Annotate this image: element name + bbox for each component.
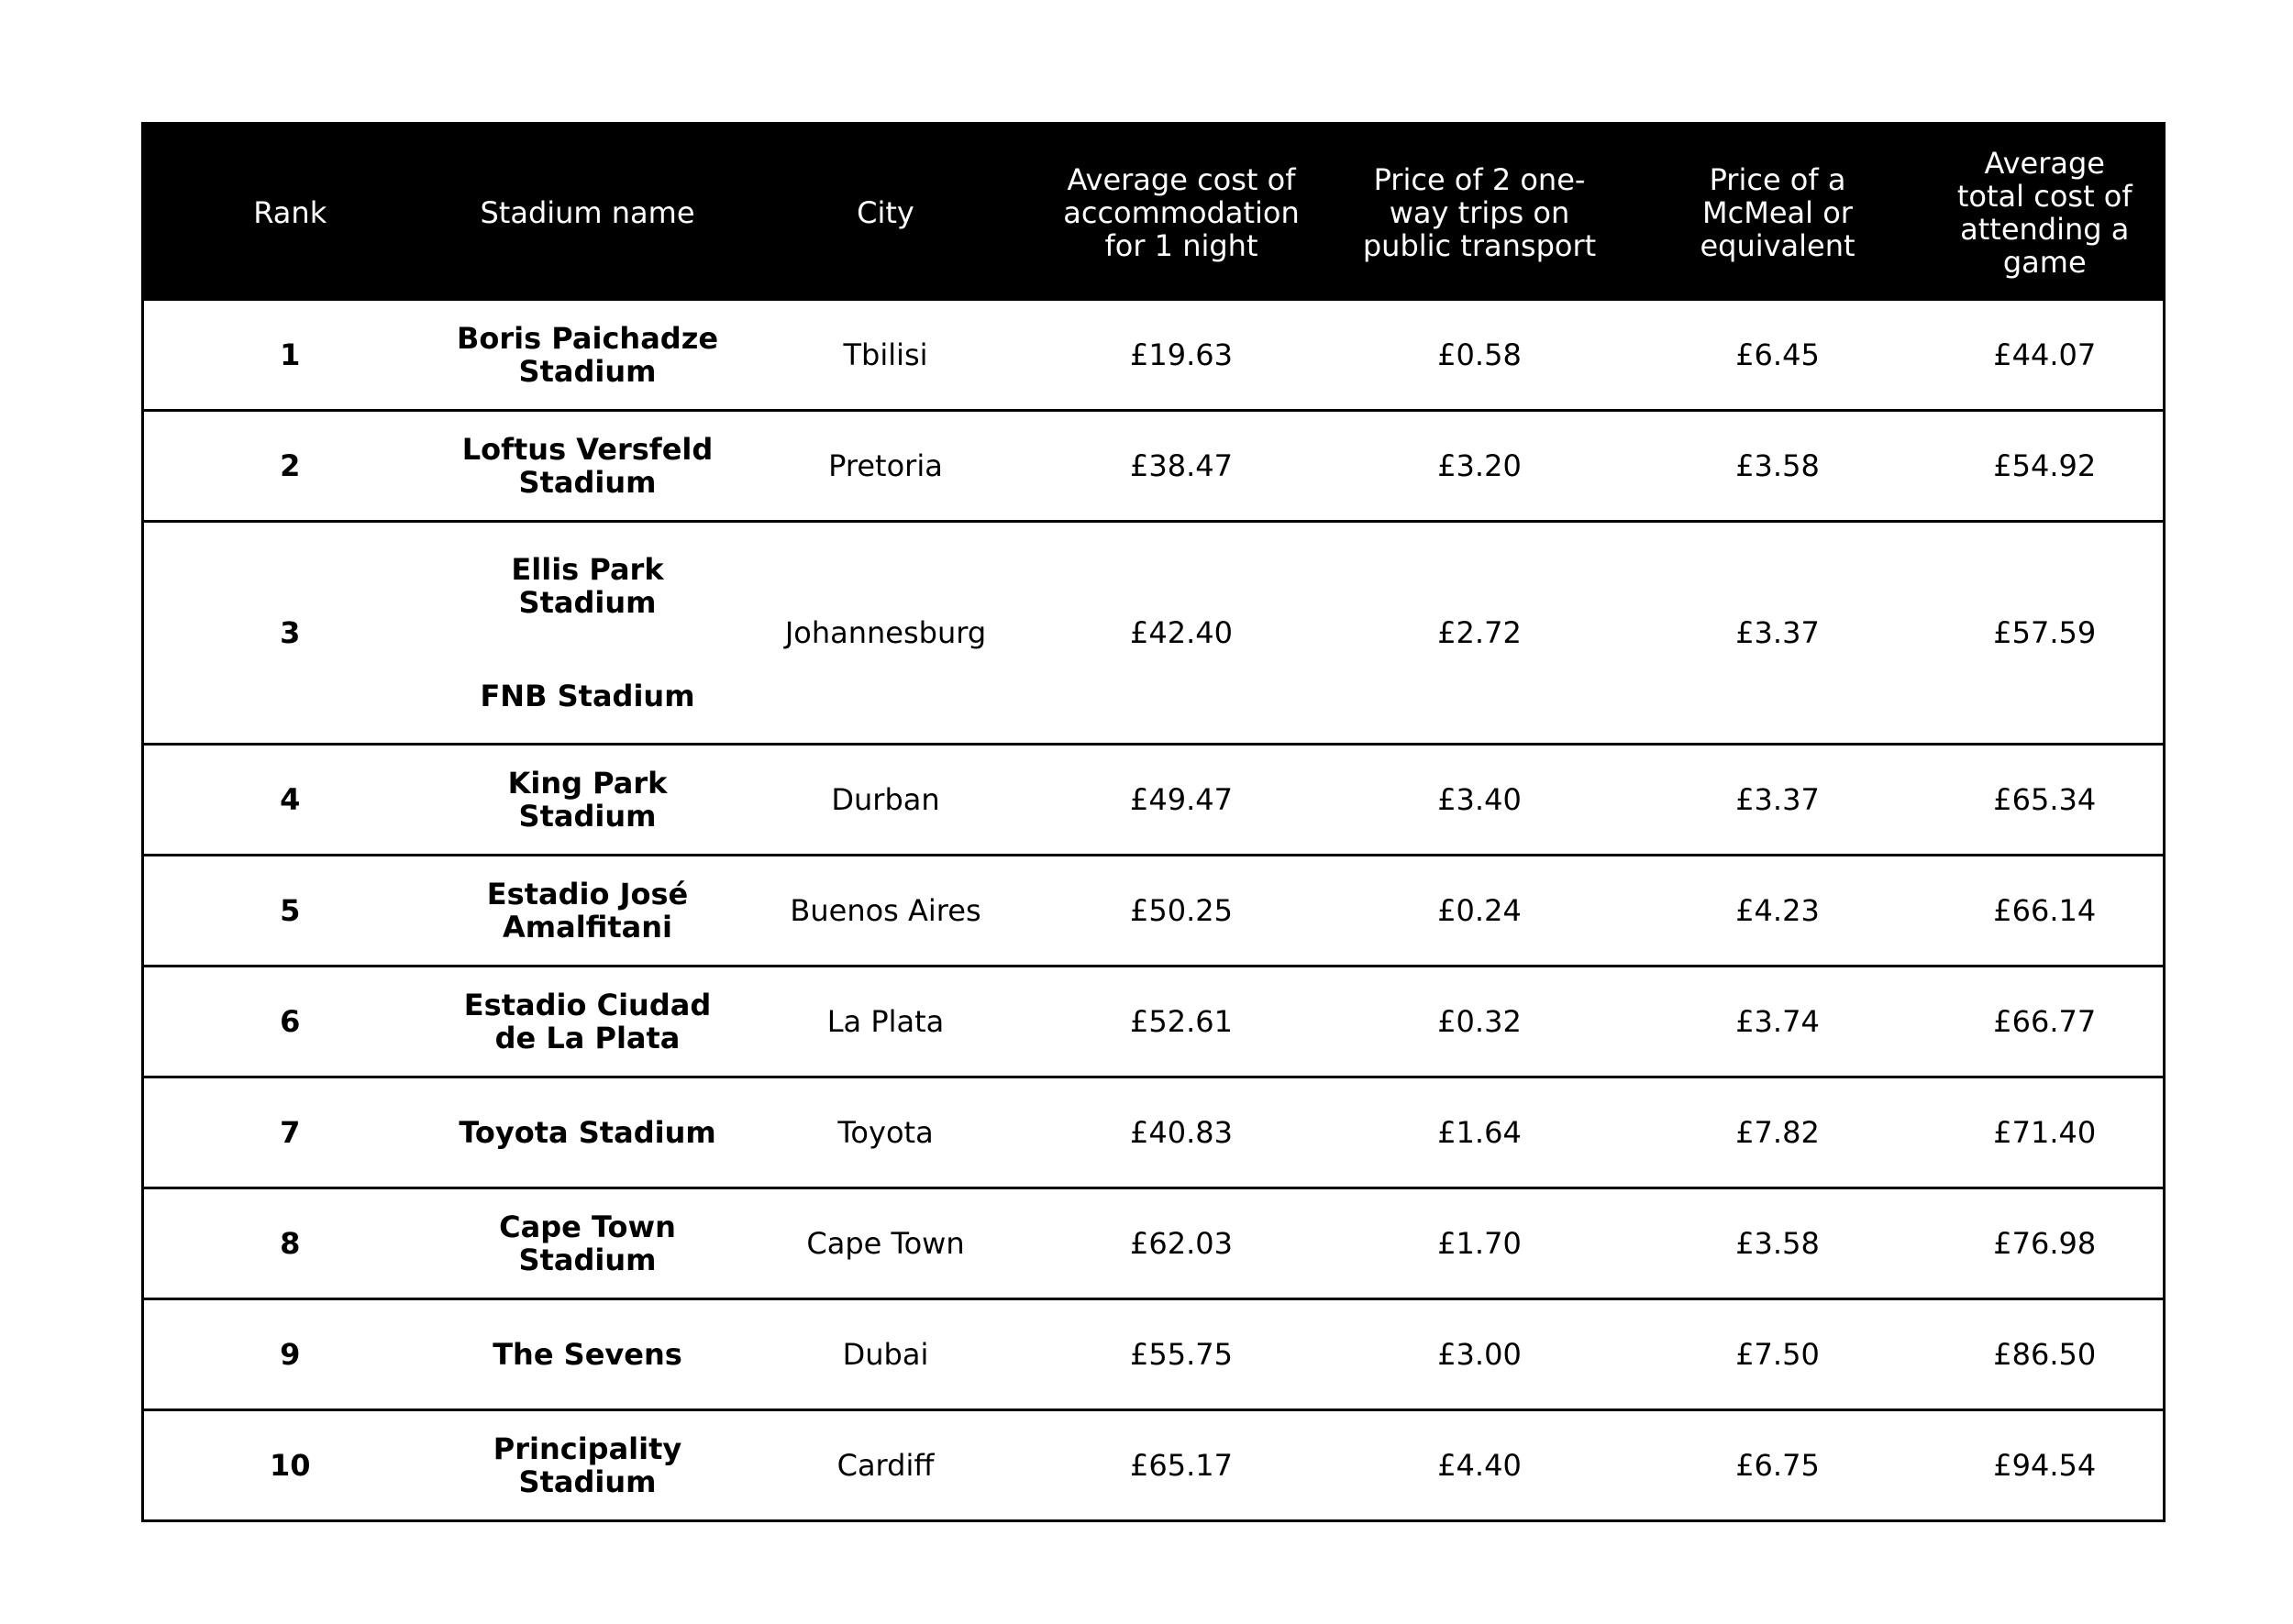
rank-cell: 1 (143, 301, 437, 411)
meal-cost-cell: £3.37 (1629, 522, 1927, 745)
total-cost-cell: £76.98 (1927, 1188, 2165, 1299)
accommodation-cost-cell: £55.75 (1033, 1299, 1331, 1410)
meal-cost-cell: £3.74 (1629, 967, 1927, 1077)
transport-cost-cell: £3.00 (1331, 1299, 1629, 1410)
city-cell: Durban (739, 745, 1033, 856)
column-header-meal: Price of a McMeal or equivalent (1629, 124, 1927, 302)
city-cell: Cape Town (739, 1188, 1033, 1299)
total-cost-cell: £44.07 (1927, 301, 2165, 411)
meal-cost-cell: £3.37 (1629, 745, 1927, 856)
table-row (143, 301, 2165, 411)
city-cell: Dubai (739, 1299, 1033, 1410)
transport-cost-cell: £1.70 (1331, 1188, 1629, 1299)
stadium-name: FNB Stadium (480, 679, 695, 713)
total-cost-cell: £66.14 (1927, 856, 2165, 967)
stadium-name-cell (437, 1077, 739, 1188)
total-cost-cell: £57.59 (1927, 522, 2165, 745)
transport-cost-cell: £0.24 (1331, 856, 1629, 967)
table-row (143, 411, 2165, 522)
city-cell: Cardiff (739, 1410, 1033, 1521)
stadium-name-cell (437, 967, 739, 1077)
stadium-name-cell (437, 522, 739, 745)
table-row (143, 856, 2165, 967)
transport-cost-cell: £4.40 (1331, 1410, 1629, 1521)
stadium-name: King Park Stadium (507, 766, 668, 834)
accommodation-cost-cell: £65.17 (1033, 1410, 1331, 1521)
meal-cost-cell: £7.82 (1629, 1077, 1927, 1188)
rank-cell: 10 (143, 1410, 437, 1521)
rank-cell: 4 (143, 745, 437, 856)
transport-cost-cell: £3.20 (1331, 411, 1629, 522)
stadium-name: Toyota Stadium (459, 1115, 716, 1150)
table-body (143, 301, 2165, 1521)
stadium-name-cell (437, 856, 739, 967)
table-row (143, 522, 2165, 745)
city-cell: Toyota (739, 1077, 1033, 1188)
total-cost-cell: £65.34 (1927, 745, 2165, 856)
stadium-name-cell (437, 411, 739, 522)
city-cell: Tbilisi (739, 301, 1033, 411)
table-row (143, 1299, 2165, 1410)
stadium-cost-table (141, 122, 2166, 1522)
city-cell: Pretoria (739, 411, 1033, 522)
accommodation-cost-cell: £38.47 (1033, 411, 1331, 522)
meal-cost-cell: £6.75 (1629, 1410, 1927, 1521)
meal-cost-cell: £3.58 (1629, 411, 1927, 522)
city-cell: Johannesburg (739, 522, 1033, 745)
meal-cost-cell: £6.45 (1629, 301, 1927, 411)
transport-cost-cell: £3.40 (1331, 745, 1629, 856)
meal-cost-cell: £3.58 (1629, 1188, 1927, 1299)
table-header (143, 124, 2165, 302)
total-cost-cell: £94.54 (1927, 1410, 2165, 1521)
rank-cell: 5 (143, 856, 437, 967)
rank-cell: 7 (143, 1077, 437, 1188)
transport-cost-cell: £0.32 (1331, 967, 1629, 1077)
stadium-name: Loftus Versfeld Stadium (461, 432, 714, 500)
rank-cell: 9 (143, 1299, 437, 1410)
stadium-name: Ellis Park Stadium (511, 552, 664, 620)
accommodation-cost-cell: £40.83 (1033, 1077, 1331, 1188)
stadium-name-cell (437, 1188, 739, 1299)
city-cell: La Plata (739, 967, 1033, 1077)
table-row (143, 1188, 2165, 1299)
column-header-transport: Price of 2 one-way trips on public transport (1331, 124, 1629, 302)
city-cell: Buenos Aires (739, 856, 1033, 967)
accommodation-cost-cell: £50.25 (1033, 856, 1331, 967)
stadium-name-cell (437, 301, 739, 411)
stadium-name: Estadio Ciudad de La Plata (463, 988, 712, 1055)
meal-cost-cell: £4.23 (1629, 856, 1927, 967)
stadium-name: Cape Town Stadium (499, 1210, 676, 1277)
table-row (143, 1410, 2165, 1521)
column-header-stadium-name: Stadium name (437, 124, 739, 302)
accommodation-cost-cell: £62.03 (1033, 1188, 1331, 1299)
accommodation-cost-cell: £52.61 (1033, 967, 1331, 1077)
rank-cell: 6 (143, 967, 437, 1077)
stadium-name-cell (437, 1410, 739, 1521)
total-cost-cell: £54.92 (1927, 411, 2165, 522)
rank-cell: 3 (143, 522, 437, 745)
transport-cost-cell: £0.58 (1331, 301, 1629, 411)
stadium-name: Estadio José Amalfitani (486, 877, 689, 945)
column-header-city: City (739, 124, 1033, 302)
transport-cost-cell: £2.72 (1331, 522, 1629, 745)
accommodation-cost-cell: £42.40 (1033, 522, 1331, 745)
rank-cell: 8 (143, 1188, 437, 1299)
table-row (143, 1077, 2165, 1188)
column-header-rank: Rank (143, 124, 437, 302)
header-row (143, 124, 2165, 302)
total-cost-cell: £66.77 (1927, 967, 2165, 1077)
rank-cell: 2 (143, 411, 437, 522)
stadium-name-cell (437, 1299, 739, 1410)
transport-cost-cell: £1.64 (1331, 1077, 1629, 1188)
total-cost-cell: £86.50 (1927, 1299, 2165, 1410)
table-row (143, 967, 2165, 1077)
accommodation-cost-cell: £49.47 (1033, 745, 1331, 856)
stadium-name: Principality Stadium (493, 1431, 682, 1499)
stadium-name: Boris Paichadze Stadium (456, 321, 719, 389)
table-row (143, 745, 2165, 856)
accommodation-cost-cell: £19.63 (1033, 301, 1331, 411)
stadium-name: The Sevens (493, 1337, 682, 1372)
stadium-name-cell (437, 745, 739, 856)
column-header-total: Average total cost of attending a game (1927, 124, 2165, 302)
total-cost-cell: £71.40 (1927, 1077, 2165, 1188)
meal-cost-cell: £7.50 (1629, 1299, 1927, 1410)
column-header-accommodation: Average cost of accommodation for 1 night (1033, 124, 1331, 302)
